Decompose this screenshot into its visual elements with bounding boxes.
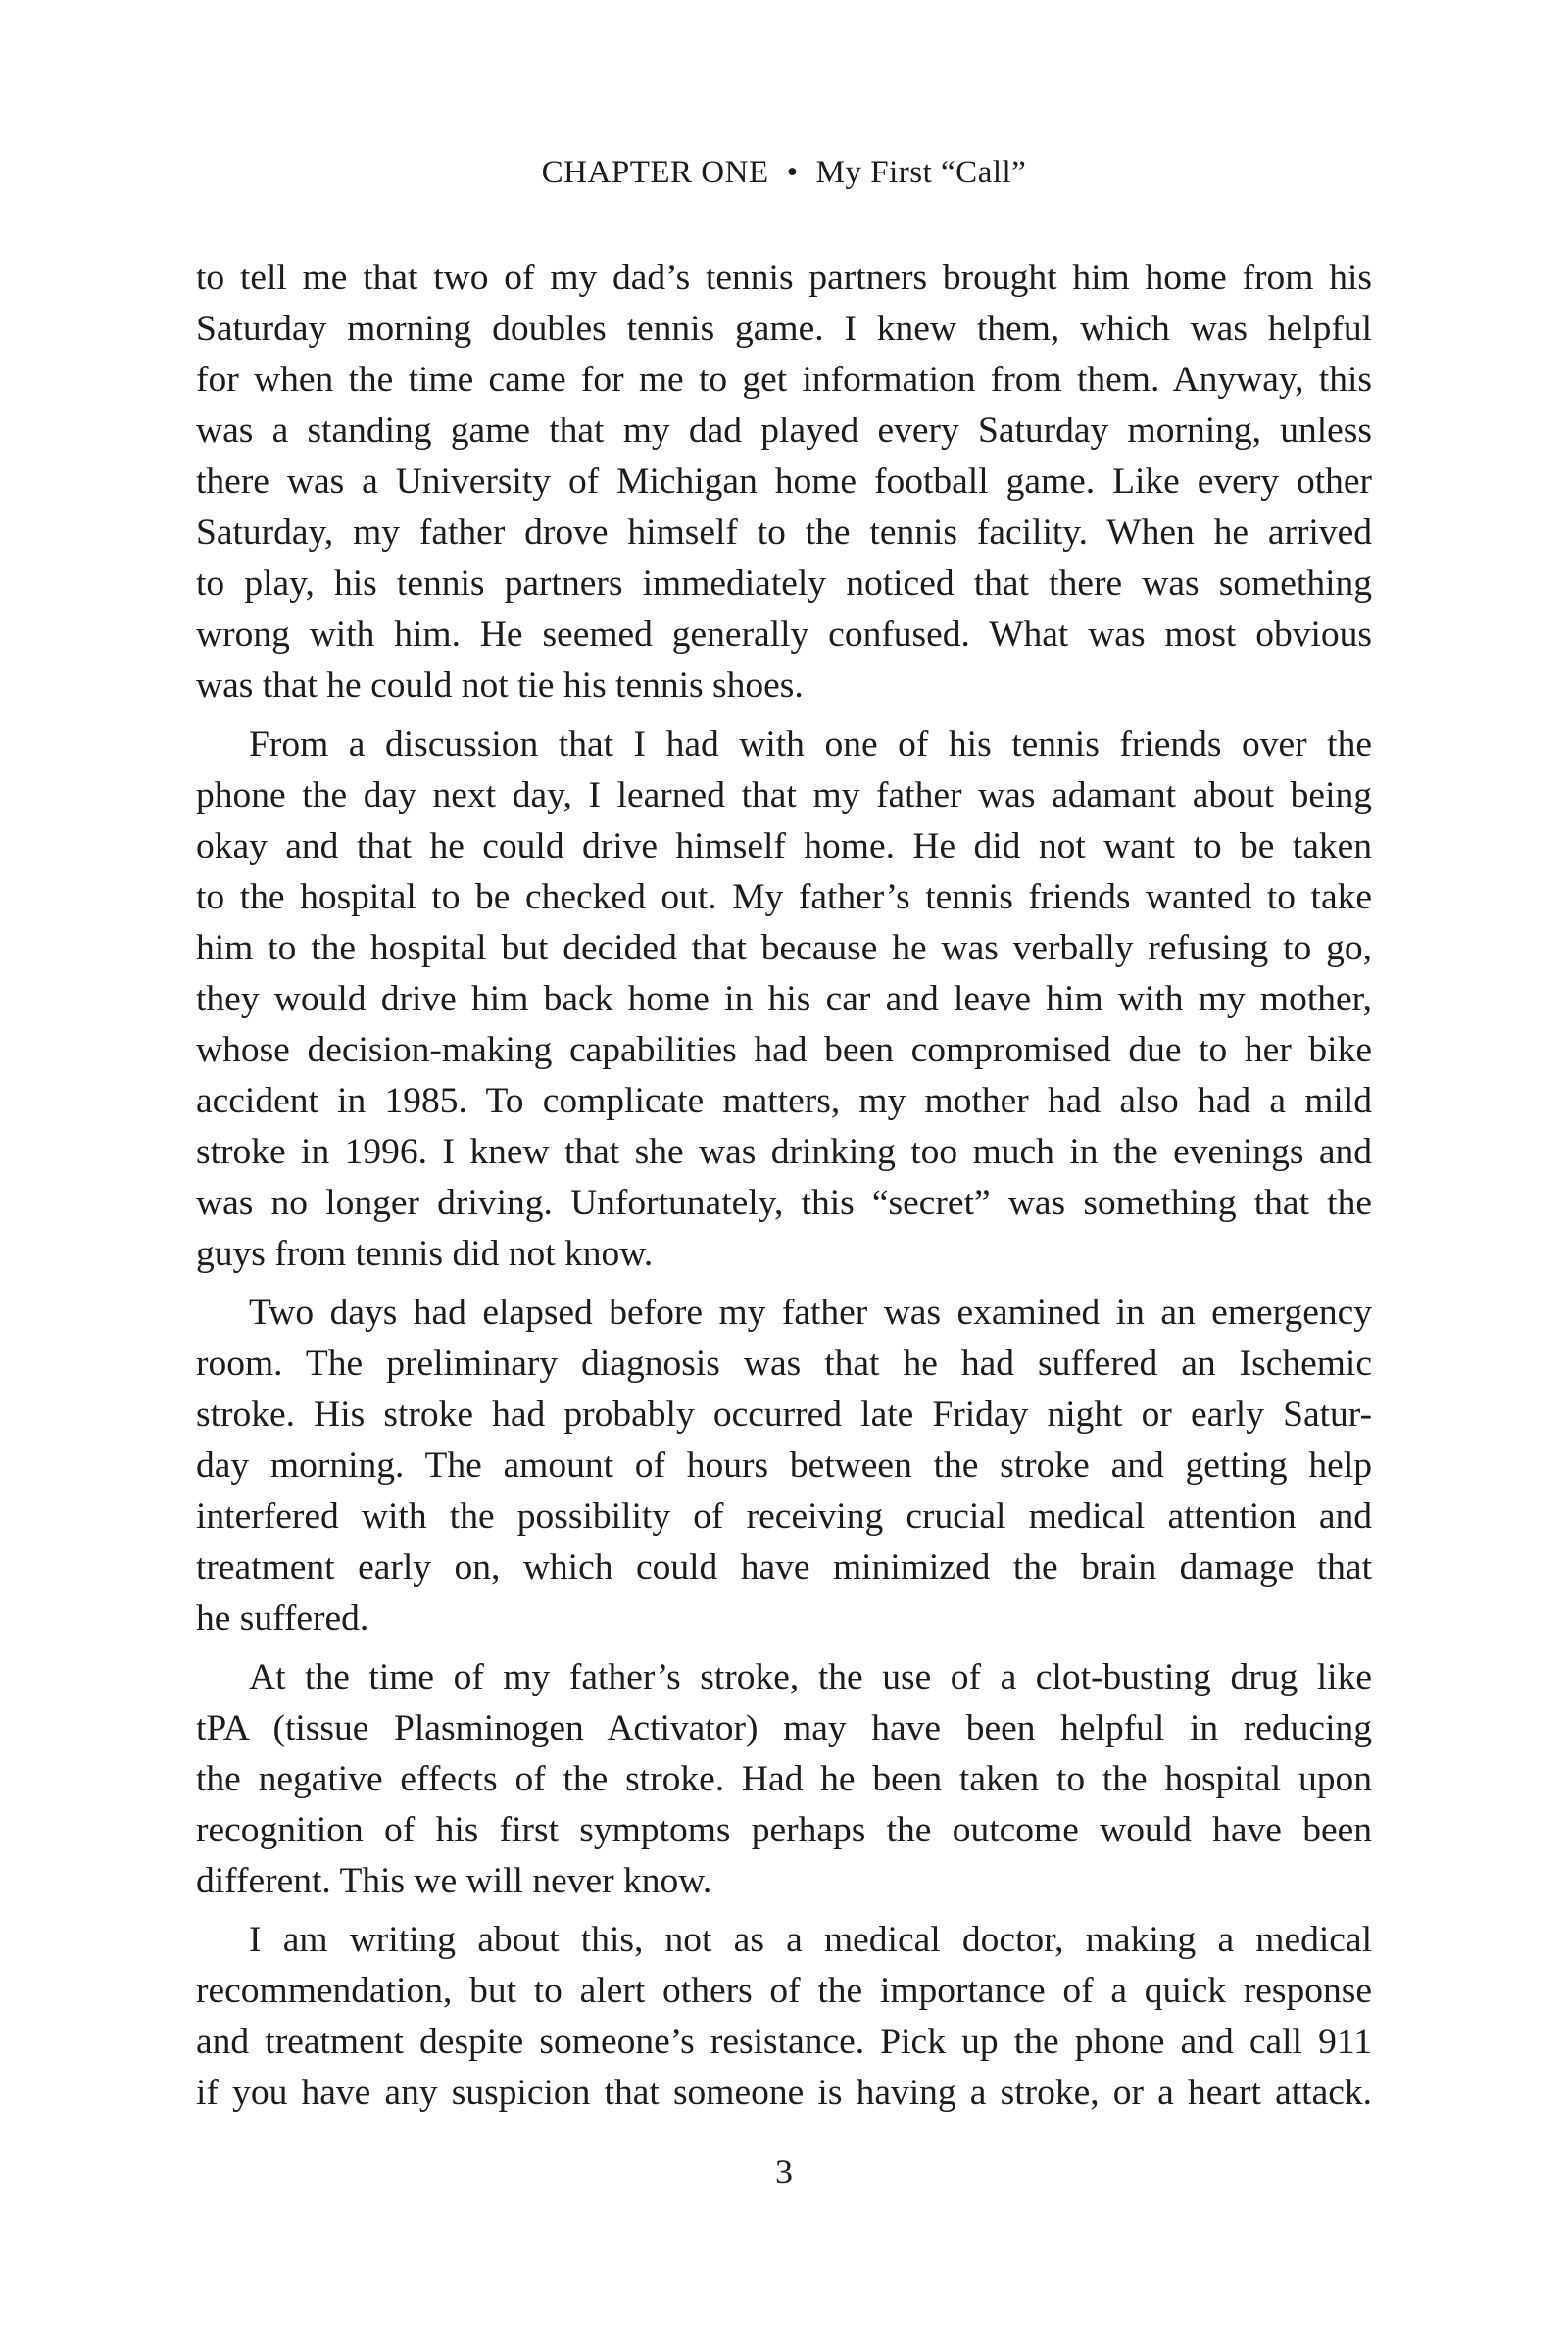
text-line: and treatment despite someone’s resistance. Pick up the phone and call 911 [196,2022,1372,2062]
text-line: to play, his tennis partners immediately noticed that there was something [196,564,1372,604]
text-line: whose decision-making capabilities had been compromised due to her bike [196,1030,1372,1070]
text-line: okay and that he could drive himself home. He did not want to be taken [196,826,1372,866]
text-line: guys from tennis did not know. [196,1234,654,1274]
chapter-label: CHAPTER ONE [541,155,769,190]
page-number: 3 [775,2152,793,2191]
paragraph [196,1915,1372,2119]
body-text [196,253,1372,2127]
text-line: room. The preliminary diagnosis was that he had suffered an Ischemic [196,1344,1372,1384]
text-line: was that he could not tie his tennis shoes. [196,665,804,706]
text-line: if you have any suspicion that someone is having a stroke, or a heart attack. [196,2073,1372,2113]
text-line: day morning. The amount of hours between the stroke and getting help [196,1446,1372,1486]
text-line: stroke. His stroke had probably occurred late Friday night or early Satur- [196,1395,1372,1435]
text-line: tPA (tissue Plasminogen Activator) may have been helpful in reducing [196,1708,1372,1748]
text-line: they would drive him back home in his car and leave him with my mother, [196,979,1372,1019]
paragraph [196,719,1372,1280]
text-line: At the time of my father’s stroke, the use of a clot-busting drug like [249,1657,1372,1697]
text-line: to tell me that two of my dad’s tennis partners brought him home from his [196,258,1372,298]
text-line: stroke in 1996. I knew that she was drinking too much in the evenings and [196,1132,1372,1172]
text-line: interfered with the possibility of receiving crucial medical attention and [196,1496,1372,1537]
text-line: for when the time came for me to get information from them. Anyway, this [196,360,1372,400]
paragraph [196,253,1372,711]
text-line: Saturday, my father drove himself to the tennis facility. When he arrived [196,513,1372,553]
text-line: he suffered. [196,1598,369,1639]
chapter-title: My First “Call” [815,155,1027,190]
text-line: I am writing about this, not as a medical doctor, making a medical [249,1920,1372,1960]
text-line: wrong with him. He seemed generally confused. What was most obvious [196,614,1372,655]
text-line: Saturday morning doubles tennis game. I knew them, which was helpful [196,309,1372,349]
text-line: accident in 1985. To complicate matters, my mother had also had a mild [196,1081,1372,1121]
text-line: treatment early on, which could have minimized the brain damage that [196,1547,1372,1588]
header-separator: • [786,155,799,190]
text-line: was no longer driving. Unfortunately, this “secret” was something that the [196,1183,1372,1223]
text-line: phone the day next day, I learned that my father was adamant about being [196,775,1372,815]
text-line: From a discussion that I had with one of his tennis friends over the [249,724,1372,764]
paragraph [196,1288,1372,1644]
text-line: was a standing game that my dad played every Saturday morning, unless [196,411,1372,451]
text-line: to the hospital to be checked out. My father’s tennis friends wanted to take [196,877,1372,917]
text-line: different. This we will never know. [196,1861,712,1901]
paragraph [196,1652,1372,1907]
text-line: recognition of his first symptoms perhaps the outcome would have been [196,1810,1372,1850]
text-line: him to the hospital but decided that because he was verbally refusing to go, [196,928,1372,968]
text-line: there was a University of Michigan home football game. Like every other [196,462,1372,502]
text-line: recommendation, but to alert others of the importance of a quick response [196,1971,1372,2011]
running-head [0,155,1568,191]
text-line: the negative effects of the stroke. Had he been taken to the hospital upon [196,1759,1372,1799]
text-line: Two days had elapsed before my father was examined in an emergency [249,1293,1372,1333]
